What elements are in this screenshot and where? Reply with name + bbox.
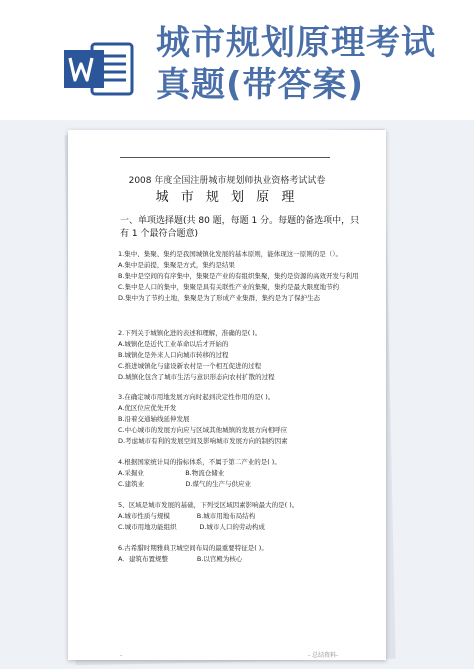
footer-label: - 总结资料- bbox=[308, 652, 339, 659]
section-heading: 一、单项选择题(共 80 题，每题 1 分。每题的备选项中，只有 1 个最符合题意) bbox=[120, 216, 360, 239]
question-option: B.沿着交通轴线延伸发展 bbox=[118, 415, 190, 423]
question-option: D.集中为了节约土地，集聚是为了形成产业集群，集约是为了保护生态 bbox=[118, 294, 321, 302]
question-option: A.城镇化是近代工业革命以后才开始的 bbox=[118, 340, 229, 348]
question-option: B.城镇化是外来人口向城市转移的过程 bbox=[118, 351, 229, 359]
header-rule bbox=[120, 157, 330, 158]
question-option: A.集中是前提，集聚是方式，集约是结果 bbox=[118, 261, 235, 269]
question-option: A.优区位应优先开发 bbox=[118, 404, 177, 412]
question-option: D.城镇化包含了城市生活与意识形态向农村扩散的过程 bbox=[118, 373, 275, 381]
question-stem: 3.在确定城市用地发展方向时起到决定性作用的是( )。 bbox=[118, 393, 275, 401]
question-option: C.中心城市的发展方向应与区域其他城镇的发展方向相呼应 bbox=[118, 426, 288, 434]
exam-subject-title: 城 市 规 划 原 理 bbox=[155, 190, 299, 205]
question-option: D.考虑城市有利的发展空间及影响城市发展方向的制约因素 bbox=[118, 437, 288, 445]
question-stem: 1.集中、集聚、集约是我国城镇化发展的基本原则，能体现这一原则的是（）。 bbox=[118, 250, 342, 258]
question-option: B.集中是空间的有序集中，集聚是产业的有组织集聚，集约是资源的高效开发与利用 bbox=[118, 272, 359, 280]
header-banner bbox=[0, 0, 474, 120]
question-2 bbox=[118, 328, 368, 383]
question-option: A.城市性质与规模 B.城市用地布局结构 bbox=[118, 512, 256, 520]
question-1 bbox=[118, 249, 368, 304]
question-stem: 4.根据国家统计局的指标体系，不属于第二产业的是( )。 bbox=[118, 458, 281, 466]
question-5 bbox=[118, 500, 368, 533]
question-option: C.集中是人口的集中，集聚是具有关联性产业的集聚，集约是最大限度地节约 bbox=[118, 283, 340, 291]
question-option: A.采掘业 B.物流仓储业 bbox=[118, 469, 225, 477]
question-option: A．建筑布置规整 B.以宫殿为核心 bbox=[118, 555, 243, 563]
question-stem: 2.下列关于城镇化进的表述和理解，准确的是( )。 bbox=[118, 329, 262, 337]
footer-mark: . bbox=[120, 650, 123, 658]
question-6 bbox=[118, 543, 368, 565]
page-title: 城市规划原理考试真题(带答案) bbox=[156, 23, 436, 105]
question-option: C.推进城镇化与建设新农村是一个相互促进的过程 bbox=[118, 362, 262, 370]
question-3 bbox=[118, 392, 368, 447]
question-option: C.建筑业 D.煤气的生产与供应业 bbox=[118, 480, 251, 488]
question-stem: 6.古希腊时期雅典卫城空间布局的最重要特征是( )。 bbox=[118, 544, 268, 552]
exam-name: 2008 年度全国注册城市规划师执业资格考试试卷 bbox=[128, 176, 326, 186]
word-doc-icon bbox=[62, 40, 136, 98]
question-stem: 5、区域是城市发展的基础，下列受区域因素影响最大的是( )。 bbox=[118, 501, 299, 509]
question-option: C.城市用地功能组织 D.城市人口的劳动构成 bbox=[118, 523, 265, 531]
document-page bbox=[68, 130, 386, 660]
question-4 bbox=[118, 457, 368, 490]
